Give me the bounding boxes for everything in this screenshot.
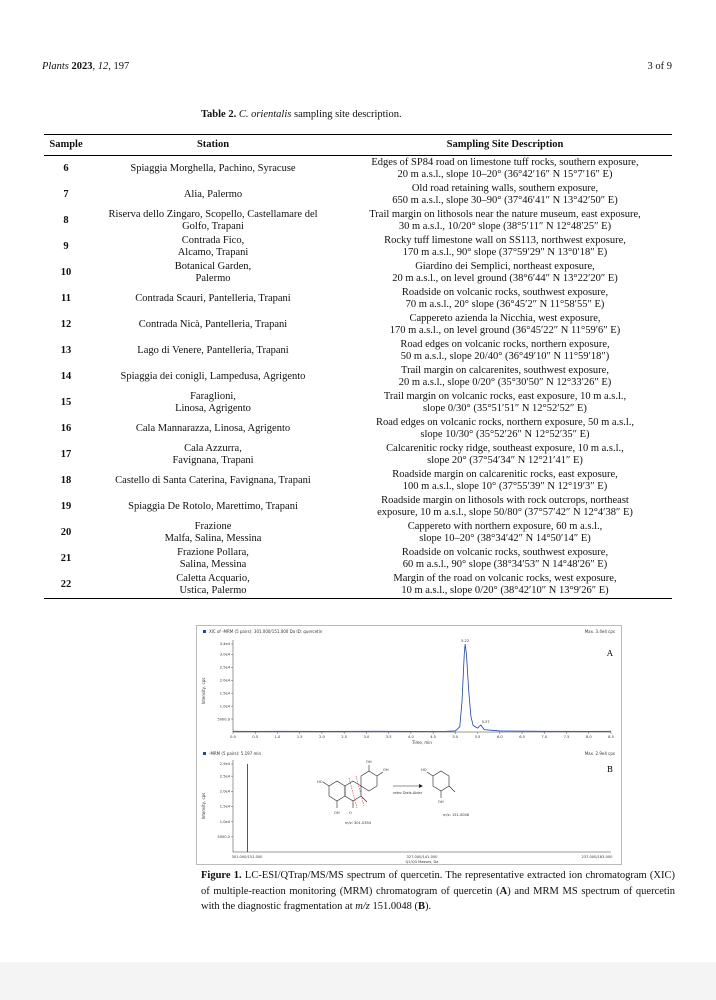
cell-description [338, 572, 672, 599]
description-line: 170 m a.s.l., on level ground (36°45′22″ N 11°59′6″ E) [389, 325, 621, 336]
description-line: 20 m a.s.l., slope 10–20° (36°42′16″ N 15°7′16″ E) [397, 169, 613, 180]
panel-a-y-ticks [217, 642, 233, 721]
description-line: Trail margin on calcarenites, southwest exposure, [401, 364, 609, 376]
panel-b-ytick-label: 1.0e4 [219, 819, 230, 824]
cell-station [88, 546, 338, 572]
station-line: Spiaggia Morghella, Pachino, Syracuse [130, 162, 296, 174]
station-line: Faraglioni, [190, 390, 236, 402]
description-line: Roadside on volcanic rocks, southwest exposure, [401, 286, 609, 298]
panel-b-ylabel: Intensity, cps [201, 792, 206, 820]
panel-a-xtick-label: 6.0 [496, 735, 503, 739]
cell-description [338, 546, 672, 572]
cell-station [88, 572, 338, 599]
reaction-arrowhead [419, 784, 423, 788]
cell-station [88, 468, 338, 494]
cell-sample: 19 [60, 500, 72, 512]
table-row [44, 312, 672, 338]
station-line: Spiaggia dei conigli, Lampedusa, Agrigento [120, 370, 306, 382]
cell-sample: 10 [60, 266, 72, 278]
description-line: 20 m a.s.l., slope 0/20° (35°30′50″ N 12°33′26″ E) [398, 377, 612, 388]
table-row [44, 468, 672, 494]
station-line: Riserva dello Zingaro, Scopello, Castellamare del [108, 208, 318, 220]
panel-a-xtick-label: 1.0 [274, 735, 281, 739]
table-row [44, 572, 672, 599]
station-line: Castello di Santa Caterina, Favignana, Trapani [115, 474, 311, 486]
panel-b-xlabel: Q1/Q3 Masses, Da [405, 860, 439, 864]
fragment-oh-label: OH [438, 800, 444, 804]
cell-station [88, 182, 338, 208]
station-line: Ustica, Palermo [179, 585, 247, 596]
cell-description [338, 338, 672, 364]
table-row [44, 390, 672, 416]
panel-b-ytick-label: 5000.0 [217, 835, 230, 840]
cell-station [88, 494, 338, 520]
cell-sample: 14 [60, 370, 72, 382]
description-line: Trail margin on volcanic rocks, east exposure, 10 m a.s.l., [383, 390, 627, 402]
description-line: 60 m a.s.l., 90° slope (38°34′53″ N 14°48′26″ E) [402, 559, 608, 570]
column-header-sample: Sample [44, 135, 88, 156]
table-row [44, 546, 672, 572]
panel-a-xtick-label: 7.5 [563, 735, 570, 739]
description-line: 70 m a.s.l., 20° slope (36°45′2″ N 11°58′55″ E) [405, 299, 605, 310]
station-line: Cala Azzurra, [184, 442, 242, 454]
panel-b-max: Max. 2.9e4 cps [584, 751, 615, 756]
description-line: 50 m a.s.l., slope 20/40° (36°49′10″ N 11°59′18″) [400, 351, 610, 362]
panel-b-title: -MRM (5 pairs): 5.197 min [209, 751, 262, 756]
panel-b-y-ticks [217, 762, 233, 839]
cell-sample: 13 [60, 344, 72, 356]
panel-a-xtick-label: 2.5 [341, 735, 348, 739]
description-line: Margin of the road on volcanic rocks, west exposure, [393, 572, 617, 584]
station-line: Botanical Garden, [174, 260, 252, 272]
panel-a-xtick-label: 4.0 [408, 735, 414, 739]
table-row [44, 234, 672, 260]
panel-a-series-line [233, 644, 611, 731]
cell-station [88, 286, 338, 312]
cell-sample: 6 [63, 162, 69, 174]
figure-caption: Figure 1. LC-ESI/QTrap/MS/MS spectrum of quercetin. The representative extracted ion chromatogram (XIC) of multiple-reaction monitoring (MRM) chromatogram of quercetin (A) and MRM MS spectrum of quercetin with the diagnostic fragmentation at m/z 151.0048 (B). [201, 870, 676, 912]
table-row [44, 260, 672, 286]
table-row [44, 364, 672, 390]
panel-a-xtick-label: 4.5 [430, 735, 436, 739]
cell-sample: 17 [60, 448, 72, 460]
description-line: Road edges on volcanic rocks, northern exposure, [400, 338, 610, 350]
description-line: 170 m a.s.l., 90° slope (37°59′29″ N 13°0′18″ E) [402, 247, 608, 258]
table-body [44, 156, 672, 599]
cell-station [88, 156, 338, 183]
panel-b-xtick-3: 237.000/183.000 [581, 855, 613, 859]
station-line: Golfo, Trapani [182, 221, 244, 232]
cell-station [88, 364, 338, 390]
cell-description [338, 286, 672, 312]
description-line: Calcarenitic rocky ridge, southeast exposure, 10 m a.s.l., [386, 442, 624, 454]
station-line: Contrada Fico, [181, 234, 245, 246]
page-number: 3 of 9 [647, 61, 672, 72]
station-line: Malfa, Salina, Messina [164, 533, 262, 544]
station-line: Palermo [195, 273, 231, 284]
panel-a-ytick-label: 3.4e4 [219, 642, 230, 647]
panel-a-ytick-label: 5000.0 [217, 717, 230, 722]
cell-description [338, 468, 672, 494]
cell-station [88, 390, 338, 416]
cell-sample: 22 [44, 572, 88, 599]
panel-a-xtick-label: 5.5 [474, 735, 481, 739]
cell-description [338, 442, 672, 468]
station-line: Contrada Scauri, Pantelleria, Trapani [135, 292, 291, 304]
panel-a-ytick-label: 3.0e4 [219, 652, 230, 657]
panel-a-xtick-label: 3.5 [385, 735, 392, 739]
description-line: Roadside on volcanic rocks, southwest exposure, [401, 546, 609, 558]
panel-a-xtick-label: 0.0 [230, 735, 236, 739]
description-line: Edges of SP84 road on limestone tuff rocks, southern exposure, [371, 156, 639, 168]
panel-a-peak-label-minor: 5.57 [481, 720, 490, 725]
cell-sample: 9 [63, 240, 69, 252]
description-line: slope 10/30° (35°52′26″ N 12°52′35″ E) [420, 429, 590, 440]
station-line: Frazione [194, 520, 232, 532]
panel-a-legend-swatch [203, 630, 206, 633]
cell-station [88, 234, 338, 260]
table-row [44, 416, 672, 442]
cell-description [338, 390, 672, 416]
struct-reaction-label: retro Diels-Alder [393, 791, 423, 795]
description-line: exposure, 10 m a.s.l., slope 50/80° (37°57′42″ N 12°4′38″ E) [377, 507, 633, 518]
struct-ho-label: HO [317, 780, 323, 784]
table-row [44, 208, 672, 234]
cell-sample: 15 [60, 396, 72, 408]
description-line: Cappereto with northern exposure, 60 m a.s.l., [407, 520, 603, 532]
table-row [44, 494, 672, 520]
cell-station [88, 208, 338, 234]
station-line: Lago di Venere, Pantelleria, Trapani [137, 344, 289, 356]
description-line: Roadside margin on lithosols with rock outcrops, northeast [381, 494, 629, 506]
panel-a-x-ticks [230, 732, 614, 739]
panel-b-ytick-label: 2.9e4 [219, 762, 230, 767]
struct-oh-label-b: OH [366, 760, 372, 764]
struct-oh-label-a: OH [383, 768, 389, 772]
cell-station [88, 312, 338, 338]
table-row [44, 156, 672, 183]
description-line: Old road retaining walls, southern exposure, [411, 182, 599, 194]
description-line: 100 m a.s.l., slope 10° (37°55′39″ N 12°19′3″ E) [402, 481, 608, 492]
table-row [44, 442, 672, 468]
description-line: slope 0/30° (35°51′51″ N 12°52′52″ E) [423, 403, 587, 414]
panel-b-xtick-2: 327.000/141.000 [406, 855, 438, 859]
table-caption: Table 2. C. orientalis sampling site description. [201, 109, 402, 120]
panel-a-xtick-label: 6.5 [519, 735, 525, 739]
cell-station [88, 260, 338, 286]
panel-a-ylabel: Intensity, cps [201, 677, 206, 705]
figure-1 [196, 625, 622, 865]
cell-description [338, 156, 672, 183]
description-line: 10 m a.s.l., slope 0/20° (38°42′10″ N 13°9′26″ E) [401, 585, 609, 596]
description-line: Trail margin on lithosols near the nature museum, east exposure, [369, 208, 641, 220]
station-line: Caletta Acquario, [176, 572, 250, 584]
cell-sample: 20 [60, 526, 72, 538]
description-line: Road edges on volcanic rocks, northern exposure, 50 m a.s.l., [375, 416, 635, 428]
cell-description [338, 182, 672, 208]
station-line: Spiaggia De Rotolo, Marettimo, Trapani [128, 500, 298, 512]
panel-b-bar [247, 764, 248, 852]
cell-station [88, 520, 338, 546]
cell-sample: 11 [61, 292, 71, 304]
cell-description [338, 208, 672, 234]
cell-station [88, 416, 338, 442]
panel-a-xlabel: Time, min [412, 740, 432, 745]
panel-b-legend-swatch [203, 752, 206, 755]
description-line: 30 m a.s.l., 10/20° slope (38°5′11″ N 12°48′25″ E) [398, 221, 612, 232]
panel-a-xtick-label: 7.0 [541, 735, 548, 739]
cell-description [338, 312, 672, 338]
struct-o-label: O [349, 811, 352, 815]
panel-a-ytick-label: 2.5e4 [219, 665, 230, 670]
table-header-row [44, 135, 672, 156]
panel-b-ytick-label: 1.5e4 [219, 804, 230, 809]
station-line: Linosa, Agrigento [175, 403, 251, 414]
cell-sample: 8 [63, 214, 69, 226]
station-line: Contrada Nicà, Pantelleria, Trapani [138, 318, 288, 330]
cell-description [338, 364, 672, 390]
station-line: Alcamo, Trapani [177, 247, 249, 258]
panel-a-title: XIC of -MRM (5 pairs): 301.000/151.000 Da ID: quercetin [209, 629, 323, 634]
cell-sample: 7 [63, 188, 69, 200]
struct-oh-label-c: OH [334, 811, 340, 815]
panel-a-xtick-label: 5.0 [452, 735, 459, 739]
table-row [44, 520, 672, 546]
figure-svg [197, 626, 621, 864]
cell-description [338, 260, 672, 286]
description-line: Cappereto azienda la Nicchia, west exposure, [409, 312, 601, 324]
panel-a-peak-label-main: 5.22 [461, 639, 470, 643]
cell-sample: 18 [60, 474, 72, 486]
panel-a-ytick-label: 2.0e4 [219, 678, 230, 683]
panel-b-ytick-label: 2.0e4 [219, 789, 230, 794]
cell-sample: 12 [60, 318, 72, 330]
panel-a-xtick-label: 8.5 [608, 735, 614, 739]
table-row [44, 338, 672, 364]
station-line: Cala Mannarazza, Linosa, Agrigento [135, 422, 291, 434]
struct-mz-left: m/z: 301.0354 [345, 821, 372, 825]
panel-a-ytick-label: 1.0e4 [219, 704, 230, 709]
table-row [44, 182, 672, 208]
column-header-station: Station [88, 135, 338, 156]
description-line: 20 m a.s.l., on level ground (38°6′44″ N 13°22′20″ E) [392, 273, 618, 284]
panel-a-xtick-label: 8.0 [585, 735, 592, 739]
struct-mz-right: m/z: 151.0048 [443, 813, 470, 817]
panel-a-xtick-label: 0.5 [252, 735, 259, 739]
panel-a-max: Max. 3.4e4 cps [584, 629, 615, 634]
quercetin-structure [323, 765, 383, 808]
description-line: slope 10–20° (38°34′42″ N 14°50′14″ E) [419, 533, 591, 544]
column-header-description: Sampling Site Description [338, 135, 672, 156]
cell-sample: 21 [60, 552, 72, 564]
running-header-citation: Plants 2023, 12, 197 [42, 61, 130, 72]
panel-b-ytick-label: 2.5e4 [219, 774, 230, 779]
fragment-structure [427, 771, 455, 798]
description-line: Giardino dei Semplici, northeast exposure, [415, 260, 595, 272]
panel-a-label: A [607, 649, 613, 658]
description-line: Roadside margin on calcarenitic rocks, east exposure, [392, 468, 618, 480]
cell-sample: 16 [60, 422, 72, 434]
description-line: Rocky tuff limestone wall on SS113, northwest exposure, [384, 234, 626, 246]
station-line: Salina, Messina [179, 559, 247, 570]
fragment-ho-label: HO [421, 768, 427, 772]
description-line: 650 m a.s.l., slope 30–90° (37°46′41″ N 13°42′50″ E) [392, 195, 618, 206]
cell-description [338, 416, 672, 442]
sampling-site-table [44, 134, 672, 599]
cell-description [338, 494, 672, 520]
station-line: Alia, Palermo [183, 188, 243, 200]
panel-a-ytick-label: 1.5e4 [219, 691, 230, 696]
table-row [44, 286, 672, 312]
description-line: slope 20° (37°54′34″ N 12°21′41″ E) [427, 455, 583, 466]
panel-b-xtick-1: 301.000/151.000 [231, 855, 263, 859]
panel-b-label: B [607, 765, 613, 774]
cell-description [338, 520, 672, 546]
panel-a-xtick-label: 2.0 [319, 735, 325, 739]
cell-description [338, 234, 672, 260]
cell-station [88, 338, 338, 364]
panel-a-xtick-label: 3.0 [363, 735, 370, 739]
cell-station [88, 442, 338, 468]
panel-a-xtick-label: 1.5 [296, 735, 303, 739]
station-line: Favignana, Trapani [172, 455, 254, 466]
station-line: Frazione Pollara, [177, 546, 249, 558]
